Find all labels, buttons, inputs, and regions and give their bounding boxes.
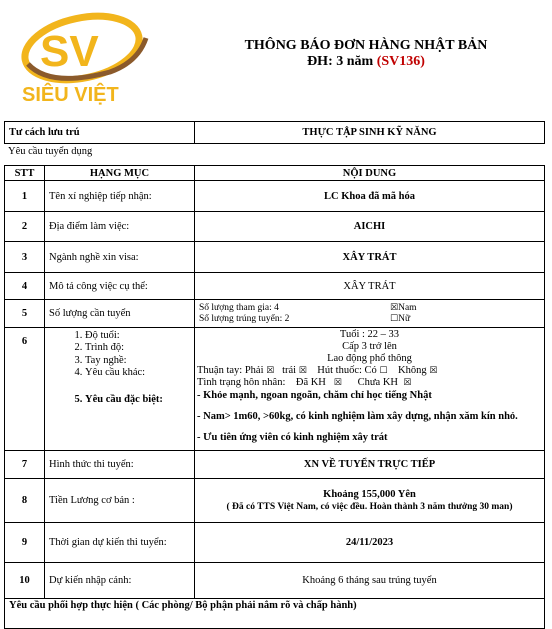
table-row	[5, 328, 545, 451]
req-age-label: 1. Độ tuổi:	[85, 330, 194, 342]
table-row	[5, 212, 545, 242]
selected-count: Số lượng trúng tuyển: 2	[199, 313, 290, 324]
job-description-value: XÂY TRÁT	[195, 273, 545, 300]
req-special-label: 5. Yêu cầu đặc biệt:	[85, 394, 194, 406]
checkbox-icon[interactable]: ☒	[429, 366, 438, 376]
sieu-viet-logo	[10, 8, 160, 106]
salary-cell	[195, 479, 545, 523]
right-hand-label: Phải	[244, 365, 264, 376]
row-label: Dự kiến nhập cảnh:	[45, 563, 195, 599]
table-row	[5, 300, 545, 328]
checkbox-icon[interactable]: ☒	[333, 378, 342, 388]
exam-method-value: XN VỀ TUYỂN TRỰC TIẾP	[195, 451, 545, 479]
header-stt: STT	[5, 166, 45, 181]
row-stt: 4	[5, 273, 45, 300]
row-label: Ngành nghề xin visa:	[45, 242, 195, 273]
gender-male-label: Nam	[398, 302, 417, 313]
req-education-label: 2. Trình độ:	[85, 342, 194, 354]
smoking-label: Hút thuốc:	[317, 365, 362, 376]
visa-occupation-value: XÂY TRÁT	[195, 242, 545, 273]
requirements-list-cell	[45, 328, 195, 451]
checkbox-icon[interactable]: ☒	[390, 302, 399, 313]
req-skill-label: 3. Tay nghề:	[85, 355, 194, 367]
row-label: Hình thức thi tuyển:	[45, 451, 195, 479]
table-row	[5, 242, 545, 273]
marital-line	[197, 377, 542, 389]
page-title: THÔNG BÁO ĐƠN HÀNG NHẬT BẢN	[244, 38, 488, 53]
exam-date-value: 24/11/2023	[195, 523, 545, 563]
marital-label: Tình trạng hôn nhân:	[197, 377, 286, 388]
table-header-row	[5, 166, 545, 181]
footer-note: Yêu cầu phối hợp thực hiện ( Các phòng/ Bộ phận phải nắm rõ và chấp hành)	[5, 599, 545, 629]
entry-date-value: Khoảng 6 tháng sau trúng tuyển	[195, 563, 545, 599]
visa-status-value: THỰC TẬP SINH KỸ NĂNG	[195, 122, 545, 144]
checkbox-icon[interactable]: ☒	[298, 366, 307, 376]
salary-note: ( Đã có TTS Việt Nam, có việc đều. Hoàn thành 3 năm thưởng 30 man)	[226, 501, 513, 512]
checkbox-icon[interactable]: ☒	[266, 366, 275, 376]
row-stt: 9	[5, 523, 45, 563]
requirements-values-cell	[195, 328, 545, 451]
footer-row	[5, 599, 545, 629]
workplace-value: AICHI	[195, 212, 545, 242]
header-item: HẠNG MỤC	[45, 166, 195, 181]
row-stt: 1	[5, 181, 45, 212]
smoke-no-label: Không	[398, 365, 427, 376]
skill-value: Lao động phổ thông	[327, 353, 412, 364]
header-content: NỘI DUNG	[195, 166, 545, 181]
special-req-1: - Khỏe mạnh, ngoan ngoãn, chăm chỉ học tiếng Nhật	[197, 390, 432, 401]
row-stt: 5	[5, 300, 45, 328]
table-row	[5, 273, 545, 300]
age-value: Tuổi : 22 – 33	[339, 329, 400, 340]
gender-female-label: Nữ	[398, 313, 411, 324]
row-label: Thời gian dự kiến thi tuyển:	[45, 523, 195, 563]
special-req-2: - Nam> 1m60, >60kg, có kinh nghiệm làm xây dựng, nhận xăm kín nhỏ.	[197, 411, 518, 422]
salary-value: Khoảng 155,000 Yên	[323, 488, 416, 500]
table-row	[5, 523, 545, 563]
row-stt: 3	[5, 242, 45, 273]
handedness-label: Thuận tay:	[197, 365, 243, 376]
visa-status-label: Tư cách lưu trú	[5, 122, 195, 144]
row-stt: 7	[5, 451, 45, 479]
table-row	[5, 451, 545, 479]
participants-count: Số lượng tham gia: 4	[199, 302, 279, 313]
logo-monogram: SV	[40, 27, 99, 76]
married-label: Đã KH	[295, 377, 326, 388]
order-duration: ĐH: 3 năm	[307, 54, 377, 69]
requirements-caption: Yêu cầu tuyển dụng	[8, 146, 93, 157]
order-code: (SV136)	[376, 54, 425, 69]
row-label: Số lượng cần tuyển	[45, 300, 195, 328]
req-other-label: 4. Yêu cầu khác:	[85, 367, 194, 379]
row-stt: 8	[5, 479, 45, 523]
single-label: Chưa KH	[357, 377, 399, 388]
row-label: Tiền Lương cơ bản :	[45, 479, 195, 523]
left-hand-label: trái	[282, 365, 297, 376]
quantity-cell	[195, 300, 545, 328]
row-label: Mô tả công việc cụ thể:	[45, 273, 195, 300]
table-row	[5, 181, 545, 212]
logo-brand-text: SIÊU VIỆT	[22, 84, 119, 106]
row-stt: 2	[5, 212, 45, 242]
requirements-table	[4, 165, 545, 629]
visa-status-table	[4, 121, 545, 144]
checkbox-icon[interactable]: ☒	[403, 378, 412, 388]
row-label: Địa điểm làm việc:	[45, 212, 195, 242]
company-value: LC Khoa đã mã hóa	[195, 181, 545, 212]
order-subtitle	[180, 54, 552, 70]
row-stt: 10	[5, 563, 45, 599]
special-req-3: - Ưu tiên ứng viên có kinh nghiệm xây trát	[197, 432, 388, 443]
checkbox-icon[interactable]: ☐	[379, 366, 388, 376]
table-row	[5, 563, 545, 599]
row-stt: 6	[5, 328, 45, 451]
handedness-smoking-line	[197, 365, 542, 377]
table-row	[5, 479, 545, 523]
checkbox-icon[interactable]: ☐	[390, 313, 399, 324]
smoke-yes-label: Có	[364, 365, 377, 376]
row-label: Tên xí nghiệp tiếp nhận:	[45, 181, 195, 212]
education-value: Cấp 3 trở lên	[342, 341, 397, 352]
